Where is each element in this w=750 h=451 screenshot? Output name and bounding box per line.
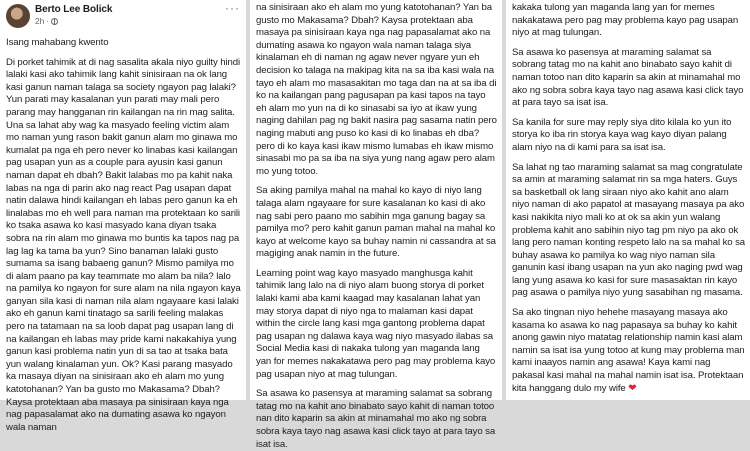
author-name[interactable]: Berto Lee Bolick	[35, 4, 113, 15]
post-body	[506, 0, 750, 395]
post-panel-middle	[250, 0, 502, 450]
post-body	[250, 0, 502, 451]
post-meta	[35, 16, 112, 27]
more-options-icon[interactable]: ···	[225, 1, 240, 15]
post-panel-left	[0, 0, 246, 433]
post-paragraph: na sinisiraan ako eh alam mo yung katotohanan? Yan ba gusto mo Makasama? Dbah? Kaysa protektaan aba masaya pa sinisiraan kaya nga nag papasalamat ako na dumating asawa ko ngayon wala naman talaga siya kinalaman eh di naman ng agaw never ngyare yun eh decision ko talaga na makipag kita na sa iba kasi wala na tayo eh alam mo masasakitan mo taga dan na at sa iba di ko na kailangan pang pagusapan pa kasi tapos na tayo eh alam mo yun na di ko sinasabi sa iyo at ikaw yung naging dahilan pag ng bakit nasira pag sasama natin pero naging mabuti ang puso ko kasi di ko linabas eh dba? pero di ko kaya kasi ikaw mismo lumabas eh ikaw mismo sinasabi mo pa sa iba na siya yung nang agaw pero alam mo yung totoo.	[256, 2, 497, 177]
globe-icon	[51, 18, 58, 25]
post-paragraph: Sa aking pamilya mahal na mahal ko kayo di niyo lang talaga alam ngayaare for sure kasalanan ko kasi di ako nag sabi pero paano mo sabihin mga ganung bagay sa pamilya mo? pero kahit ganun paman mahal na mahal ko kayo at welcome kayo sa buhay namin ni cassandra at sa magiging anak namin in the future.	[256, 185, 496, 260]
closing-text: Sa ako tingnan niyo hehehe masayang masaya ako kasama ko asawa ko nag papasaya sa buhay ko kahit anong gawin niyo matatag relationship namin kasi alam namin sa isat isa yung totoo at kung may problema man kami inaayos namin ang asawa! Kaya kami nag pakasal kasi mahal na mahal namin isat isa. Protektaan kita hanggang dulo my wife	[512, 307, 745, 394]
post-timestamp[interactable]: 2h	[35, 16, 45, 26]
post-body	[0, 37, 246, 434]
post-paragraph: Learning point wag kayo masyado manghusga kahit tahimik lang lalo na di niyo alam buong storya di porket lalaki kami aba kami kaagad may kasalanan lahat yan may storya dapat di niyo nga to malaman kasi dapat within the circle lang kasi mga gantong problema dapat pag usapan ng dalawa kaya wag niyo masyado ilabas sa Social Media kasi di nakaka tulong yan maganda lang yan for memes nakakatawa pero pag may problema kayo pag usapan niyo at mag tulungan.	[256, 267, 496, 380]
heart-icon: ❤	[628, 382, 637, 394]
post-paragraph: kakaka tulong yan maganda lang yan for memes nakakatawa pero pag may problema kayo pag usapan niyo at mag tulungan.	[512, 2, 739, 39]
post-panel-right	[506, 0, 750, 400]
avatar[interactable]	[6, 4, 30, 28]
author-block	[35, 3, 112, 27]
post-paragraph	[512, 307, 745, 395]
post-paragraph: Sa asawa ko pasensya at maraming salamat sa sobrang tatag mo na kahit ano binabato sayo kahit di naman totoo nan dito kaparin sa akin at minamahal mo ako ng sobra sobra kaya tayo nag asawa kasi click tayo at para tayo sa isat isa.	[512, 46, 744, 109]
post-paragraph: Isang mahabang kwento	[6, 37, 109, 48]
post-paragraph: Sa asawa ko pasensya at maraming salamat sa sobrang tatag mo na kahit ano binabato sayo kahit di naman totoo nan dito kaparin sa akin at minamahal mo ako ng sobra sobra kaya tayo nag asawa kasi click tayo at para tayo sa isat isa.	[256, 388, 496, 450]
post-header	[0, 0, 246, 37]
post-paragraph: Sa kanila for sure may reply siya dito kilala ko yun ito storya ko iba rin storya kaya wag kayo diyan palang alam niyo na di kami para sa isat isa.	[512, 116, 732, 153]
post-paragraph: Sa lahat ng tao maraming salamat sa mag congratulate sa amin at maraming salamat rin sa mga haters. Guys sa basketball ok lang siraan niyo ako kahit ano alam niyo naman di ako papatol at masayang masaya pa ako kasi nakikita niyo mali ko at ok sa akin yun walang problema kahit ano sabihin niyo tag pm niyo pa ako ok lang pero naman konting respeto lalo na sa mahal ko sa buhay asawa ko pamilya ko wag niyo naman sila ganunin kasi ibang usapan na yun ako naging pwd wag lang yung asawa ko kasi for sure masasaktan rin kayo pag asawa o pamilya niyo yung sasabihan ng masama.	[512, 161, 745, 299]
post-paragraph: Di porket tahimik at di nag sasalita akala niyo guilty hindi lalaki kasi ako tahimik lang kahit sinisiraan na ok lang kasi ganun naman talaga sa society ngayon pag lalaki? Yun parati may kasalanan yun parati may mali pero parang may hangganan rin kailangan na rin mag salita. Una sa lahat aby wag ka masyado feeling victim alam mo naman yung rason bakit ganun alam mo ginawa mo kumalat pa nga eh pero never ko linabas kasi kailangan pag usapan yun as a couple para ayusin kasi ganun naman dapat eh dbah? Bakit lalabas mo pa kahit naka labas na nga di parin ako nag react Pag usapan dapat natin dalawa hindi kailangan eh labas pero ganun ka eh linalabas mo eh well para naman ma protektaan ko sarili ko tsaka asawa ko kasi masyado kana diyan tsaka sobra na rin alam mo ginawa mo buntis ka tapos nag pa lag lag ka tama ba yun? Sino banaman lalaki gusto sumama sa isang babaeng ganun? Mismo pamilya mo di alam paano pa kay teammate mo alam ba nila? lalo na pamilya ko ngayon for sure alam na nila ngayon kaya ganyan sila kasi di naman nila alam ngayaare kasi lalaki ako eh ganun kami tinatago sa sarili feeling malakas pero na tatamaan na sa loob dapat pag usapan lang di na kailangan eh labas may pride kami nakakahiya yung ganun kasi problema natin yun di sa tao at tsaka bata yun walang kinalaman yun. Ok? Kasi parang masyado ka masaya diyan na sinisiraan ako eh alam mo yung katotohanan? Yan ba gusto mo Makasama? Dbah? Kaysa protektaan aba masaya pa sinisiraan kaya nga nag papasalamat ako na dumating asawa ko ngayon wala naman	[6, 56, 241, 433]
meta-separator: ·	[46, 16, 49, 26]
